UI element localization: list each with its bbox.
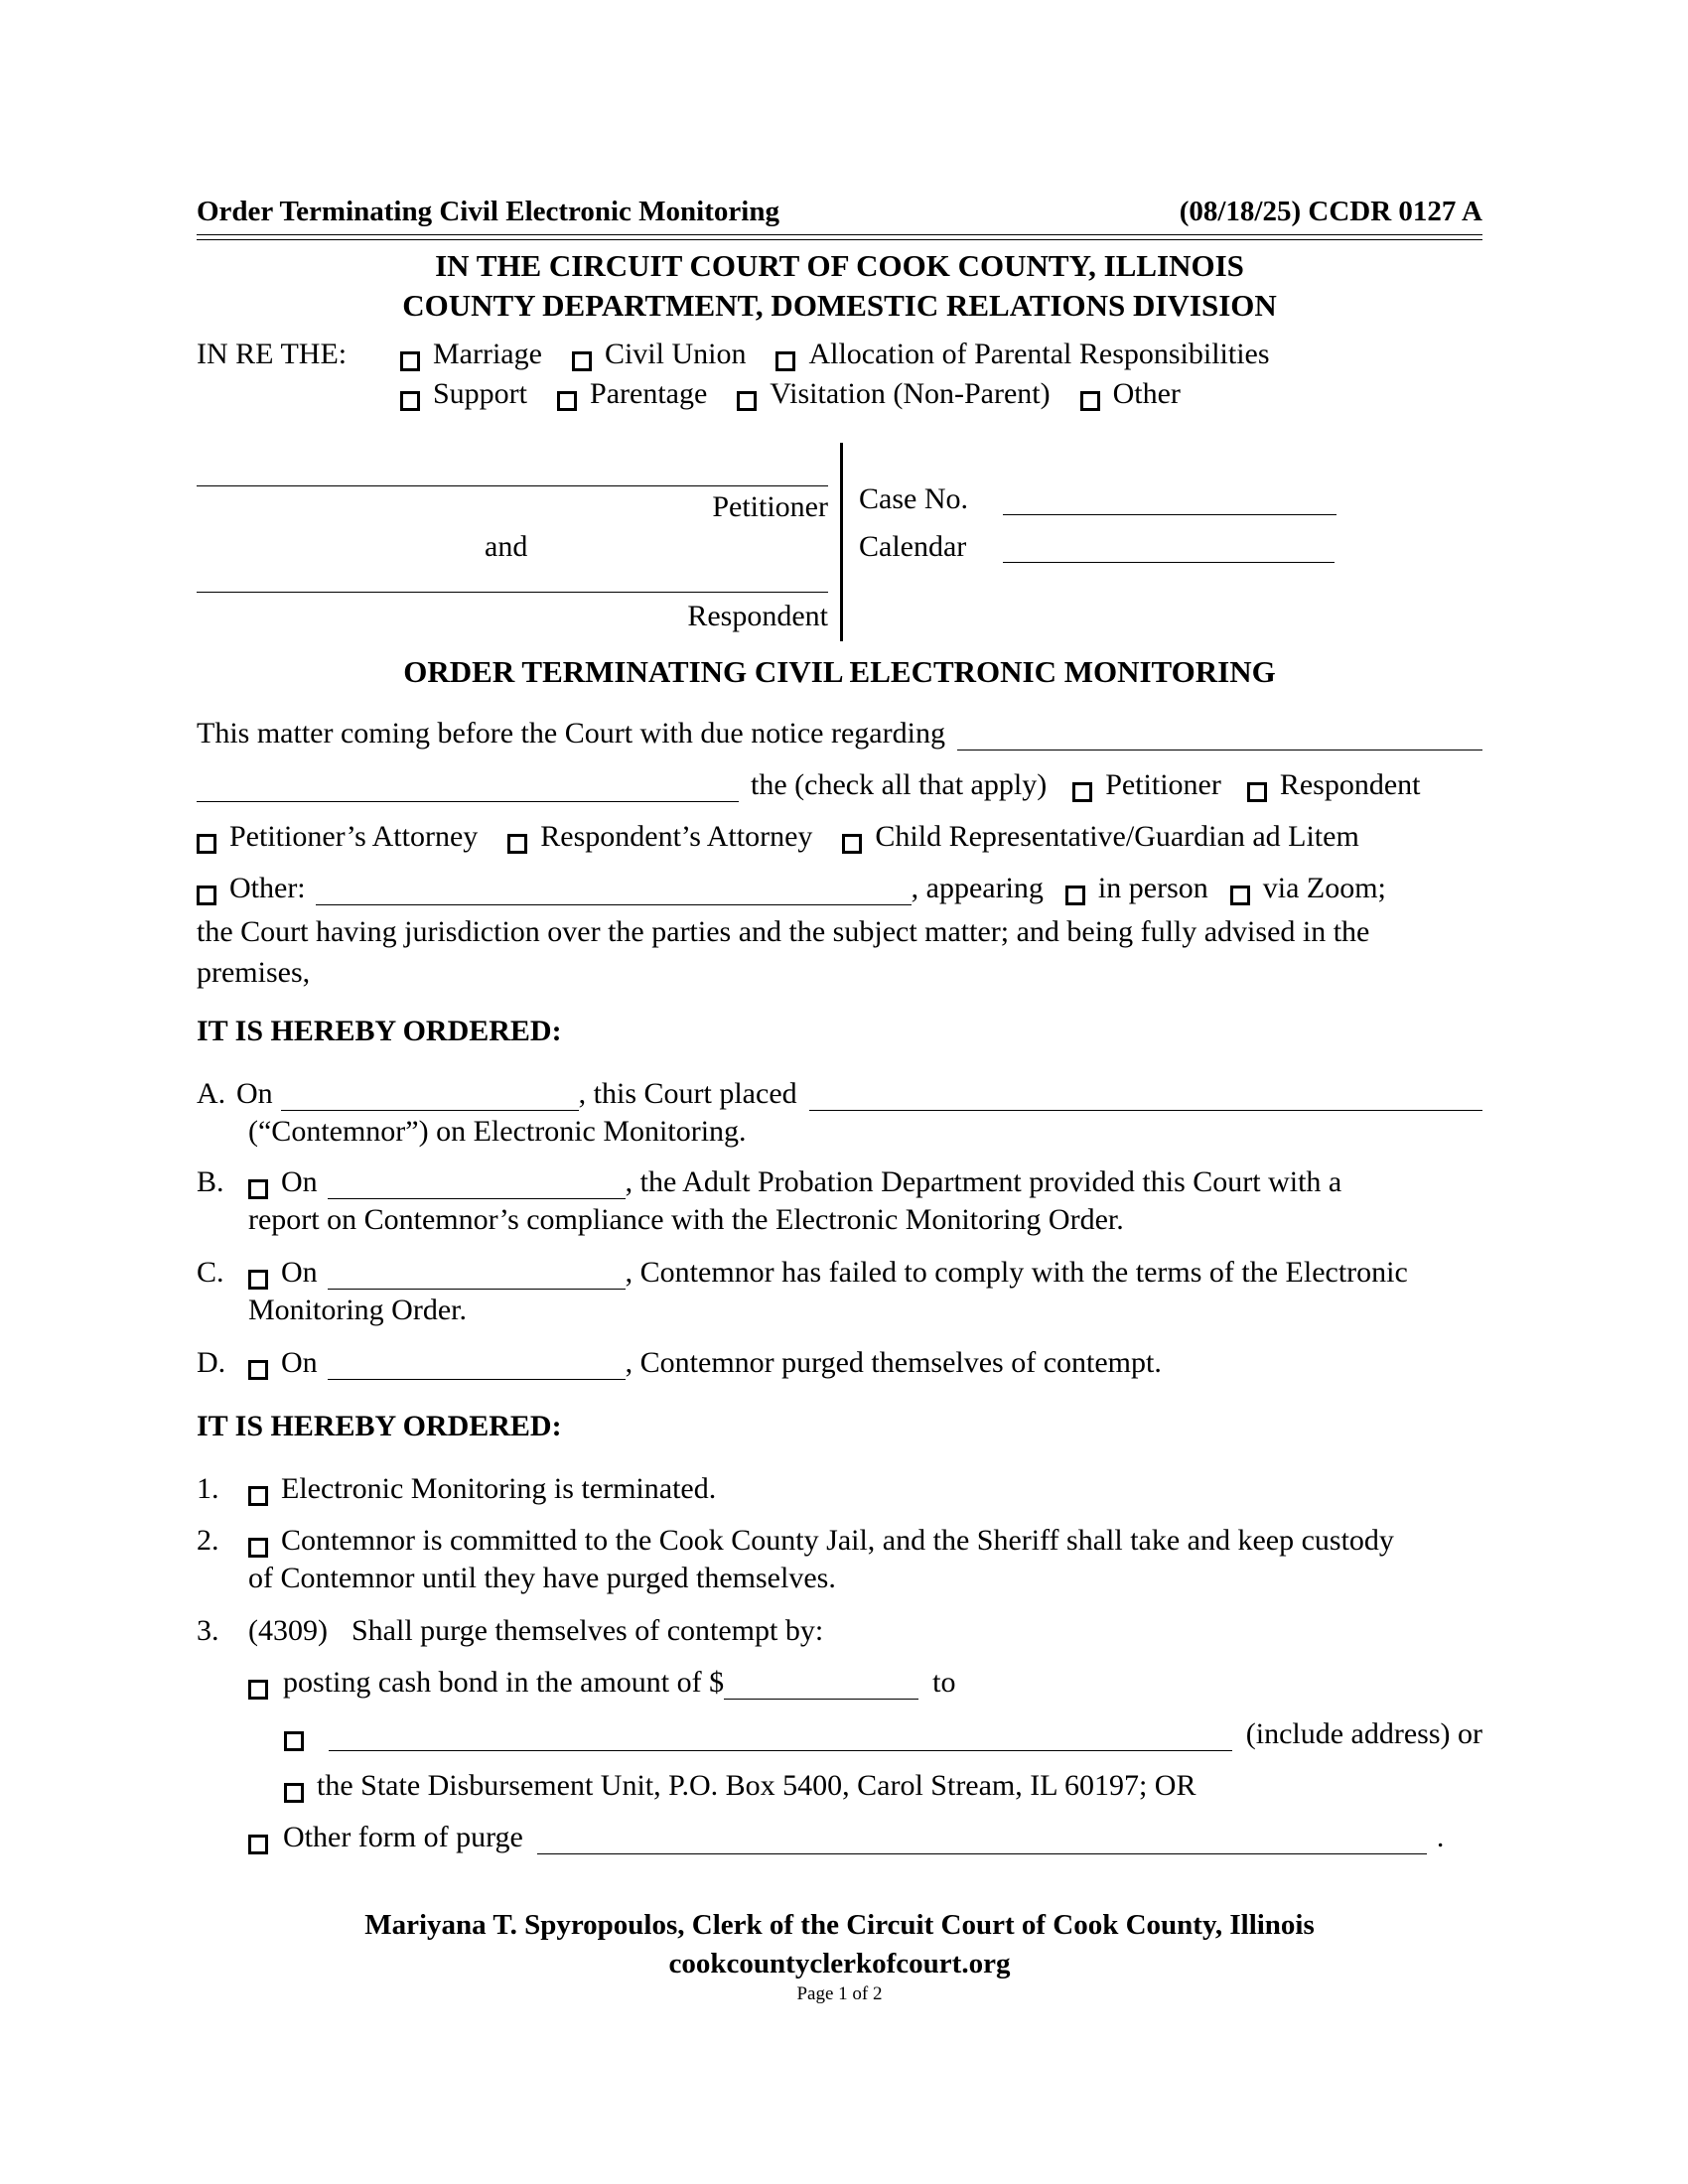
in-re-row-2 <box>400 377 1181 411</box>
purge-other-field[interactable] <box>537 1826 1427 1854</box>
calendar-label: Calendar <box>859 530 967 563</box>
order-2 <box>197 1506 1482 1558</box>
via-zoom-label: via Zoom; <box>1262 872 1386 904</box>
form-title: Order Terminating Civil Electronic Monitoring <box>197 196 779 227</box>
purge-address-row <box>197 1700 1482 1751</box>
intro-text-1: This matter coming before the Court with due notice regarding <box>197 717 945 750</box>
intro-line-3 <box>197 802 1482 854</box>
finding-b-checkbox[interactable] <box>248 1179 268 1199</box>
other-case-label: Other <box>1112 377 1181 410</box>
finding-a <box>197 1070 1482 1111</box>
finding-d-date-field[interactable] <box>328 1351 626 1380</box>
finding-c-checkbox[interactable] <box>248 1270 268 1290</box>
purge-other-text: Other form of purge <box>283 1821 523 1853</box>
purge-address-field[interactable] <box>329 1722 1232 1751</box>
header-rule-bottom <box>197 239 1482 240</box>
other-present-label: Other: <box>229 872 306 904</box>
other-case-checkbox[interactable] <box>1080 391 1100 411</box>
bond-amount-field[interactable] <box>724 1671 918 1700</box>
order-1-checkbox[interactable] <box>248 1486 268 1506</box>
civil-union-label: Civil Union <box>604 338 747 370</box>
respondent-line[interactable] <box>197 592 828 593</box>
petitioners-attorney-label: Petitioner’s Attorney <box>229 820 479 853</box>
court-line-2: COUNTY DEPARTMENT, DOMESTIC RELATIONS DIVISION <box>402 288 1277 323</box>
purge-address-checkbox[interactable] <box>284 1731 304 1751</box>
calendar-field[interactable] <box>1003 562 1335 563</box>
order-3-code: (4309) <box>248 1614 328 1647</box>
intro-paragraph <box>197 706 1482 993</box>
in-person-label: in person <box>1097 872 1208 904</box>
regarding-field-cont[interactable] <box>197 773 739 802</box>
order-title: ORDER TERMINATING CIVIL ELECTRONIC MONITORING <box>403 654 1276 689</box>
other-present-field[interactable] <box>316 877 912 905</box>
visitation-checkbox[interactable] <box>737 391 757 411</box>
petitioner-label: Petitioner <box>712 490 828 523</box>
finding-c <box>197 1240 1482 1290</box>
form-code: (08/18/25) CCDR 0127 A <box>1179 196 1482 227</box>
findings-heading: IT IS HEREBY ORDERED: <box>197 1015 562 1047</box>
purge-other-period: . <box>1436 1821 1445 1853</box>
respondent-label: Respondent <box>687 600 828 632</box>
caption-divider <box>840 443 843 641</box>
order-3-label: 3. <box>197 1614 219 1647</box>
finding-d <box>197 1330 1482 1380</box>
finding-a-text: , this Court placed <box>578 1077 797 1110</box>
order-1-label: 1. <box>197 1472 219 1505</box>
findings-list <box>197 1070 1482 1380</box>
support-label: Support <box>433 377 528 410</box>
finding-d-text: , Contemnor purged themselves of contempt. <box>625 1346 1162 1379</box>
case-no-field[interactable] <box>1003 514 1336 515</box>
respondents-attorney-label: Respondent’s Attorney <box>540 820 813 853</box>
purge-sdu-row <box>197 1751 1482 1803</box>
marriage-label: Marriage <box>433 338 542 370</box>
finding-d-checkbox[interactable] <box>248 1360 268 1380</box>
case-no-label: Case No. <box>859 482 968 515</box>
respondent-present-checkbox[interactable] <box>1247 782 1267 802</box>
purge-sdu-text: the State Disbursement Unit, P.O. Box 5400, Carol Stream, IL 60197; OR <box>317 1769 1196 1802</box>
finding-b-label: B. <box>197 1165 224 1198</box>
clerk-website[interactable]: cookcountyclerkofcourt.org <box>668 1948 1011 1979</box>
finding-d-on: On <box>281 1346 318 1379</box>
support-checkbox[interactable] <box>400 391 420 411</box>
order-3 <box>197 1598 1482 1648</box>
finding-b-cont: report on Contemnor’s compliance with the Electronic Monitoring Order. <box>248 1203 1124 1236</box>
intro-line-2 <box>197 751 1482 802</box>
finding-a-on: On <box>236 1077 273 1110</box>
finding-b-date-field[interactable] <box>328 1170 626 1199</box>
intro-line-5: the Court having jurisdiction over the parties and the subject matter; and being fully advised in the <box>197 915 1370 948</box>
case-caption <box>197 443 1482 646</box>
in-person-checkbox[interactable] <box>1065 886 1085 905</box>
finding-a-cont: (“Contemnor”) on Electronic Monitoring. <box>248 1115 747 1148</box>
purge-bond-row <box>197 1648 1482 1700</box>
purge-bond-text: posting cash bond in the amount of $ <box>283 1666 725 1699</box>
orders-list <box>197 1465 1482 1854</box>
petitioners-attorney-checkbox[interactable] <box>197 834 216 854</box>
petitioner-present-checkbox[interactable] <box>1072 782 1092 802</box>
allocation-checkbox[interactable] <box>775 351 795 371</box>
footer <box>197 1906 1482 1983</box>
finding-c-date-field[interactable] <box>328 1261 626 1290</box>
respondents-attorney-checkbox[interactable] <box>507 834 527 854</box>
parentage-label: Parentage <box>590 377 708 410</box>
order-1 <box>197 1465 1482 1506</box>
in-re-label: IN RE THE: <box>197 338 348 370</box>
petitioner-line[interactable] <box>197 485 828 486</box>
intro-line-4 <box>197 854 1482 905</box>
finding-b-on: On <box>281 1165 318 1198</box>
child-rep-label: Child Representative/Guardian ad Litem <box>875 820 1359 853</box>
regarding-field[interactable] <box>957 722 1482 751</box>
intro-line-1 <box>197 706 1482 751</box>
and-label: and <box>485 530 528 563</box>
visitation-label: Visitation (Non-Parent) <box>770 377 1051 410</box>
in-re-section <box>197 330 1482 415</box>
court-line-1: IN THE CIRCUIT COURT OF COOK COUNTY, ILLINOIS <box>435 248 1244 283</box>
other-present-checkbox[interactable] <box>197 886 216 905</box>
petitioner-present-label: Petitioner <box>1105 768 1221 801</box>
respondent-present-label: Respondent <box>1279 768 1421 801</box>
marriage-checkbox[interactable] <box>400 351 420 371</box>
purge-other-checkbox[interactable] <box>248 1835 268 1854</box>
intro-line-6: premises, <box>197 956 311 989</box>
finding-b-text: , the Adult Probation Department provided this Court with a <box>625 1165 1342 1198</box>
order-2-cont: of Contemnor until they have purged themselves. <box>248 1562 836 1594</box>
clerk-name: Mariyana T. Spyropoulos, Clerk of the Circuit Court of Cook County, Illinois <box>364 1909 1315 1941</box>
purge-address-suffix: (include address) or <box>1245 1717 1482 1750</box>
purge-other-row <box>197 1803 1482 1854</box>
finding-c-text: , Contemnor has failed to comply with the terms of the Electronic <box>625 1256 1408 1289</box>
via-zoom-checkbox[interactable] <box>1230 886 1250 905</box>
child-rep-checkbox[interactable] <box>842 834 862 854</box>
form-header <box>197 189 1482 228</box>
purge-bond-to: to <box>932 1666 956 1699</box>
order-2-checkbox[interactable] <box>248 1538 268 1558</box>
purge-bond-checkbox[interactable] <box>248 1680 268 1700</box>
finding-d-label: D. <box>197 1346 226 1379</box>
header-rule-top <box>197 234 1482 235</box>
finding-c-label: C. <box>197 1256 224 1289</box>
order-2-text: Contemnor is committed to the Cook County Jail, and the Sheriff shall take and keep custody <box>281 1524 1394 1557</box>
court-heading <box>197 246 1482 326</box>
order-2-label: 2. <box>197 1524 219 1557</box>
finding-a-label: A. <box>197 1077 226 1110</box>
in-re-row-1 <box>400 338 1270 371</box>
finding-b <box>197 1152 1482 1199</box>
finding-a-date-field[interactable] <box>281 1082 579 1111</box>
finding-a-name-field[interactable] <box>809 1082 1482 1111</box>
appearing-label: , appearing <box>911 872 1044 904</box>
intro-text-2: the (check all that apply) <box>751 768 1048 801</box>
parentage-checkbox[interactable] <box>557 391 577 411</box>
orders-heading: IT IS HEREBY ORDERED: <box>197 1410 562 1442</box>
document-page <box>197 189 1482 2005</box>
order-1-text: Electronic Monitoring is terminated. <box>281 1472 717 1505</box>
purge-sdu-checkbox[interactable] <box>284 1783 304 1803</box>
order-3-text: Shall purge themselves of contempt by: <box>351 1614 824 1647</box>
finding-c-on: On <box>281 1256 318 1289</box>
page-number: Page 1 of 2 <box>796 1983 883 2004</box>
civil-union-checkbox[interactable] <box>572 351 592 371</box>
allocation-label: Allocation of Parental Responsibilities <box>808 338 1270 370</box>
finding-c-cont: Monitoring Order. <box>248 1294 467 1326</box>
